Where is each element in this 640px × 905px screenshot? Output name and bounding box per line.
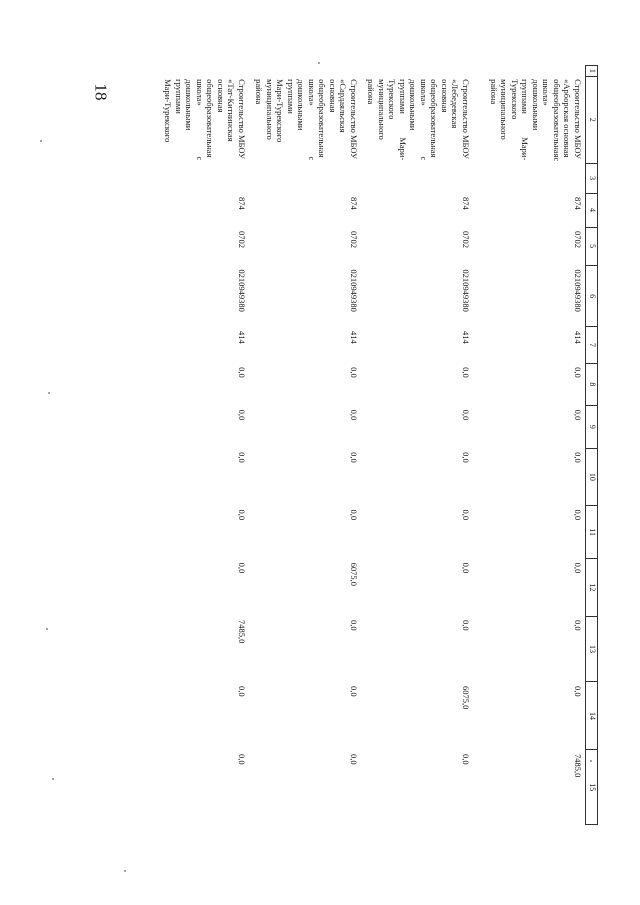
object-name-text: основная [216, 79, 226, 113]
object-name-text: школа» [307, 79, 317, 106]
column-header-11: 11 [586, 506, 598, 559]
column-header-2: 2 [586, 76, 598, 163]
cell-col-1 [361, 66, 473, 77]
cell-c9: 0,0 [349, 409, 359, 421]
scan-speck [124, 870, 126, 872]
object-name-line [174, 79, 185, 160]
object-name-line [520, 79, 531, 160]
cell-c8: 0,0 [573, 367, 583, 378]
scan-speck [590, 760, 592, 762]
budget-table [137, 65, 598, 825]
cell-c14: 0,0 [349, 685, 359, 697]
cell-c12: 0,0 [573, 562, 583, 574]
scan-speck [46, 628, 48, 630]
object-name-line [573, 79, 584, 160]
cell-c6: 0210949380 [461, 269, 471, 312]
cell-c3 [473, 163, 586, 193]
cell-c8: 0,0 [349, 367, 359, 378]
object-name-line [552, 79, 563, 160]
table-row [473, 66, 586, 825]
object-name-text: общеобразовательная [317, 79, 328, 158]
object-name-text: Мари-Турекского [275, 79, 286, 143]
table-body [137, 66, 586, 825]
object-name-text: района [489, 79, 499, 105]
cell-c13: 0,0 [349, 620, 359, 631]
object-name-line [184, 79, 195, 160]
cell-c14: 0,0 [573, 685, 583, 697]
object-name-text: группами [520, 79, 531, 114]
budget-table-container [118, 65, 598, 825]
cell-c14: 6075,0 [461, 685, 471, 710]
object-name-text: дошкольными [296, 79, 307, 131]
object-name-text: Строительство МБОУ [573, 79, 583, 160]
object-name-line [163, 79, 174, 160]
object-name-text: района [254, 79, 265, 105]
object-name-cell [137, 76, 249, 163]
object-name-text: общеобразовательная [205, 79, 216, 158]
cell-c5: 0702 [349, 231, 359, 249]
cell-c12: 6075,0 [349, 562, 359, 587]
cell-c9: 0,0 [237, 409, 247, 421]
scan-speck [48, 392, 50, 394]
object-name-line [541, 79, 552, 160]
object-name-text: Турекского [387, 79, 398, 120]
object-name-text: Строительство МБОУ [349, 79, 359, 160]
object-name-line [317, 79, 328, 160]
object-name-text: муниципального [377, 79, 387, 140]
cell-c4: 874 [349, 197, 359, 210]
object-name-line [398, 79, 409, 160]
cell-c6: 0210949380 [237, 269, 247, 312]
object-name-text: муниципального [265, 79, 275, 140]
object-name-suffix: с [552, 157, 562, 162]
cell-c11: 0,0 [349, 509, 359, 521]
cell-c6: 0210949380 [573, 269, 583, 312]
object-name-cell [249, 76, 361, 163]
cell-c15: 0,0 [237, 753, 247, 765]
column-header-1: 1 [586, 66, 598, 77]
object-name-line [531, 79, 542, 160]
column-number-header-row [586, 66, 598, 825]
cell-c11: 0,0 [573, 509, 583, 521]
cell-c3 [137, 163, 249, 193]
object-name-suffix: Мари- [398, 137, 408, 161]
object-name-line [307, 79, 318, 160]
table-row [249, 66, 361, 825]
cell-col-1 [137, 66, 249, 77]
cell-c14: 0,0 [237, 685, 247, 697]
object-name-text: муниципального [499, 79, 510, 140]
cell-c8: 0,0 [237, 367, 247, 378]
object-name-cell [361, 76, 473, 163]
scan-speck [318, 62, 320, 64]
column-header-7: 7 [586, 327, 598, 363]
object-name-text: дошкольными [408, 79, 419, 131]
object-name-text: основная [328, 79, 338, 113]
object-name-line [440, 79, 451, 160]
object-name-text: дошкольными [184, 79, 195, 131]
column-header-14: 14 [586, 682, 598, 750]
object-name-text: школа» [541, 79, 552, 106]
column-header-10: 10 [586, 448, 598, 505]
column-header-8: 8 [586, 363, 598, 406]
cell-c11: 0,0 [461, 509, 471, 521]
object-name-line [450, 79, 461, 160]
cell-c10: 0,0 [461, 452, 471, 463]
cell-c7: 414 [573, 330, 583, 344]
object-name-text: района [366, 79, 377, 105]
cell-c11: 0,0 [237, 509, 247, 521]
object-name-text: общеобразовательная [552, 79, 562, 158]
object-name-line [366, 79, 377, 160]
object-name-text: школа» [419, 79, 429, 106]
object-name-line [254, 79, 265, 160]
object-name-suffix: Мари- [520, 137, 531, 161]
scan-speck [40, 140, 42, 142]
cell-c3 [249, 163, 361, 193]
cell-c9: 0,0 [573, 409, 583, 421]
object-name-text: Строительство МБОУ [237, 79, 247, 160]
object-name-line [349, 79, 360, 160]
cell-c4: 874 [573, 197, 583, 210]
page-number: 18 [91, 83, 111, 101]
object-name-line [489, 79, 500, 160]
column-header-3: 3 [586, 163, 598, 193]
object-name-line [562, 79, 573, 160]
object-name-line [510, 79, 521, 160]
object-name-text: Мари-Турекского [163, 79, 174, 143]
object-name-line [286, 79, 297, 160]
object-name-suffix: с [195, 156, 205, 161]
column-header-15: 15 [586, 750, 598, 825]
cell-c4: 874 [461, 197, 471, 210]
object-name-line [195, 79, 206, 160]
cell-c13: 7485,0 [237, 620, 247, 644]
object-name-line [499, 79, 510, 160]
cell-c15: 7485,0 [573, 753, 583, 778]
object-name-text: Строительство МБОУ [461, 79, 471, 160]
cell-c3 [361, 163, 473, 193]
scan-speck [52, 778, 54, 780]
object-name-text: «Тат-Китнинская [226, 79, 237, 142]
column-header-9: 9 [586, 406, 598, 449]
column-header-4: 4 [586, 193, 598, 227]
cell-c7: 414 [237, 330, 247, 344]
object-name-text: «Сардаяльская [338, 79, 349, 133]
object-name-line [419, 79, 430, 160]
object-name-text: «Арборская основная [562, 79, 573, 158]
cell-c5: 0702 [237, 231, 247, 249]
cell-c12: 0,0 [461, 562, 471, 574]
cell-c5: 0702 [461, 231, 471, 249]
object-name-line [265, 79, 276, 160]
object-name-line [275, 79, 286, 160]
cell-c10: 0,0 [237, 452, 247, 463]
object-name-line [408, 79, 419, 160]
object-name-line [328, 79, 339, 160]
cell-c4: 874 [237, 197, 247, 210]
cell-c6: 0210949380 [349, 269, 359, 312]
column-header-12: 12 [586, 559, 598, 616]
cell-c5: 0702 [573, 231, 583, 249]
column-header-5: 5 [586, 227, 598, 265]
cell-c15: 0,0 [349, 753, 359, 765]
object-name-line [216, 79, 227, 160]
object-name-text: «Лебедевская [450, 79, 461, 129]
object-name-text: основная [440, 79, 450, 113]
object-name-cell [473, 76, 586, 163]
object-name-line [429, 79, 440, 160]
cell-c7: 414 [349, 330, 359, 344]
object-name-text: школа» [195, 79, 205, 106]
cell-c8: 0,0 [461, 367, 471, 378]
table-row [137, 66, 249, 825]
object-name-text: Турекского [510, 79, 520, 120]
cell-c10: 0,0 [573, 452, 583, 463]
cell-c9: 0,0 [461, 409, 471, 421]
object-name-text: общеобразовательная [429, 79, 440, 158]
object-name-suffix: с [419, 156, 429, 161]
object-name-line [296, 79, 307, 160]
column-header-6: 6 [586, 265, 598, 327]
table-row [361, 66, 473, 825]
object-name-text: группами [286, 79, 296, 114]
object-name-suffix: с [307, 156, 317, 161]
cell-c13: 0,0 [573, 620, 583, 631]
column-header-13: 13 [586, 616, 598, 682]
object-name-line [226, 79, 237, 160]
cell-c15: 0,0 [461, 753, 471, 765]
object-name-line [461, 79, 472, 160]
object-name-text: группами [398, 79, 408, 114]
object-name-line [237, 79, 248, 160]
cell-c13: 0,0 [461, 620, 471, 631]
cell-c12: 0,0 [237, 562, 247, 574]
object-name-line [387, 79, 398, 160]
cell-col-1 [473, 66, 586, 77]
object-name-line [205, 79, 216, 160]
object-name-text: группами [174, 79, 184, 114]
object-name-text: дошкольными [531, 79, 541, 131]
cell-c7: 414 [461, 330, 471, 344]
object-name-line [338, 79, 349, 160]
cell-col-1 [249, 66, 361, 77]
cell-c10: 0,0 [349, 452, 359, 463]
object-name-line [377, 79, 388, 160]
